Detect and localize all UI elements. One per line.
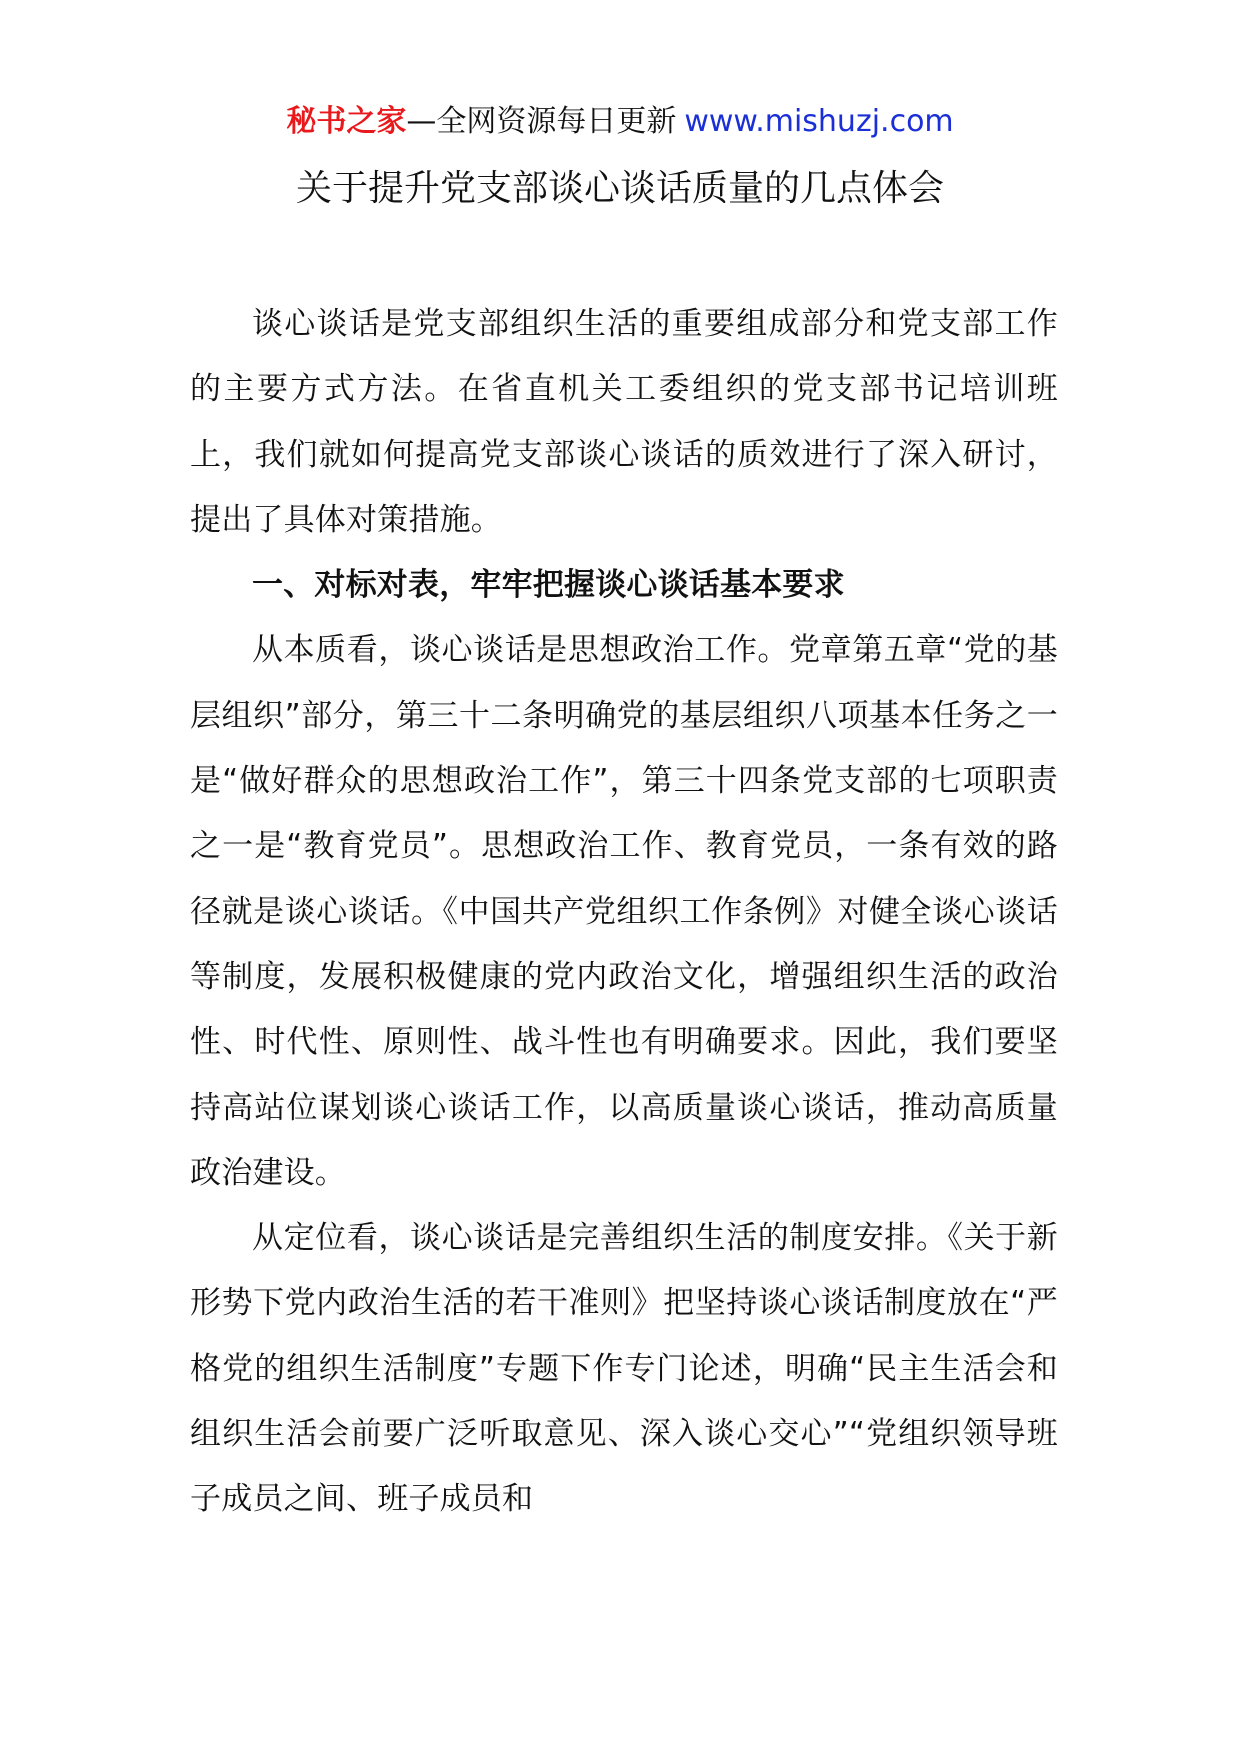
body-paragraph-essence: 从本质看，谈心谈话是思想政治工作。党章第五章“党的基层组织”部分，第三十二条明确党的基层组织八项基本任务之一是“做好群众的思想政治工作”，第三十四条党支部的七项职责之一是“教育党员”。思想政治工作、教育党员，一条有效的路径就是谈心谈话。《中国共产党组织工作条例》对健全谈心谈话等制度，发展积极健康的党内政治文化，增强组织生活的政治性、时代性、原则性、战斗性也有明确要求。因此，我们要坚持高站位谋划谈心谈话工作，以高质量谈心谈话，推动高质量政治建设。 [190,632,1058,1191]
section-heading-1: 一、对标对表，牢牢把握谈心谈话基本要求 [252,567,845,604]
brand-name: 秘书之家 [286,104,407,139]
site-header [0,100,1240,144]
document-body [190,292,1058,1533]
document-title: 关于提升党支部谈心谈话质量的几点体会 [295,168,944,209]
intro-paragraph: 谈心谈话是党支部组织生活的重要组成部分和党支部工作的主要方式方法。在省直机关工委组织的党支部书记培训班上，我们就如何提高党支部谈心谈话的质效进行了深入研讨，提出了具体对策措施。 [190,306,1058,538]
header-slogan: —全网资源每日更新 [406,104,677,139]
body-paragraph-positioning: 从定位看，谈心谈话是完善组织生活的制度安排。《关于新形势下党内政治生活的若干准则》把坚持谈心谈话制度放在“严格党的组织生活制度”专题下作专门论述，明确“民主生活会和组织生活会前要广泛听取意见、深入谈心交心”“党组织领导班子成员之间、班子成员和 [190,1220,1058,1518]
site-url-link[interactable]: www.mishuzj.com [684,104,954,139]
